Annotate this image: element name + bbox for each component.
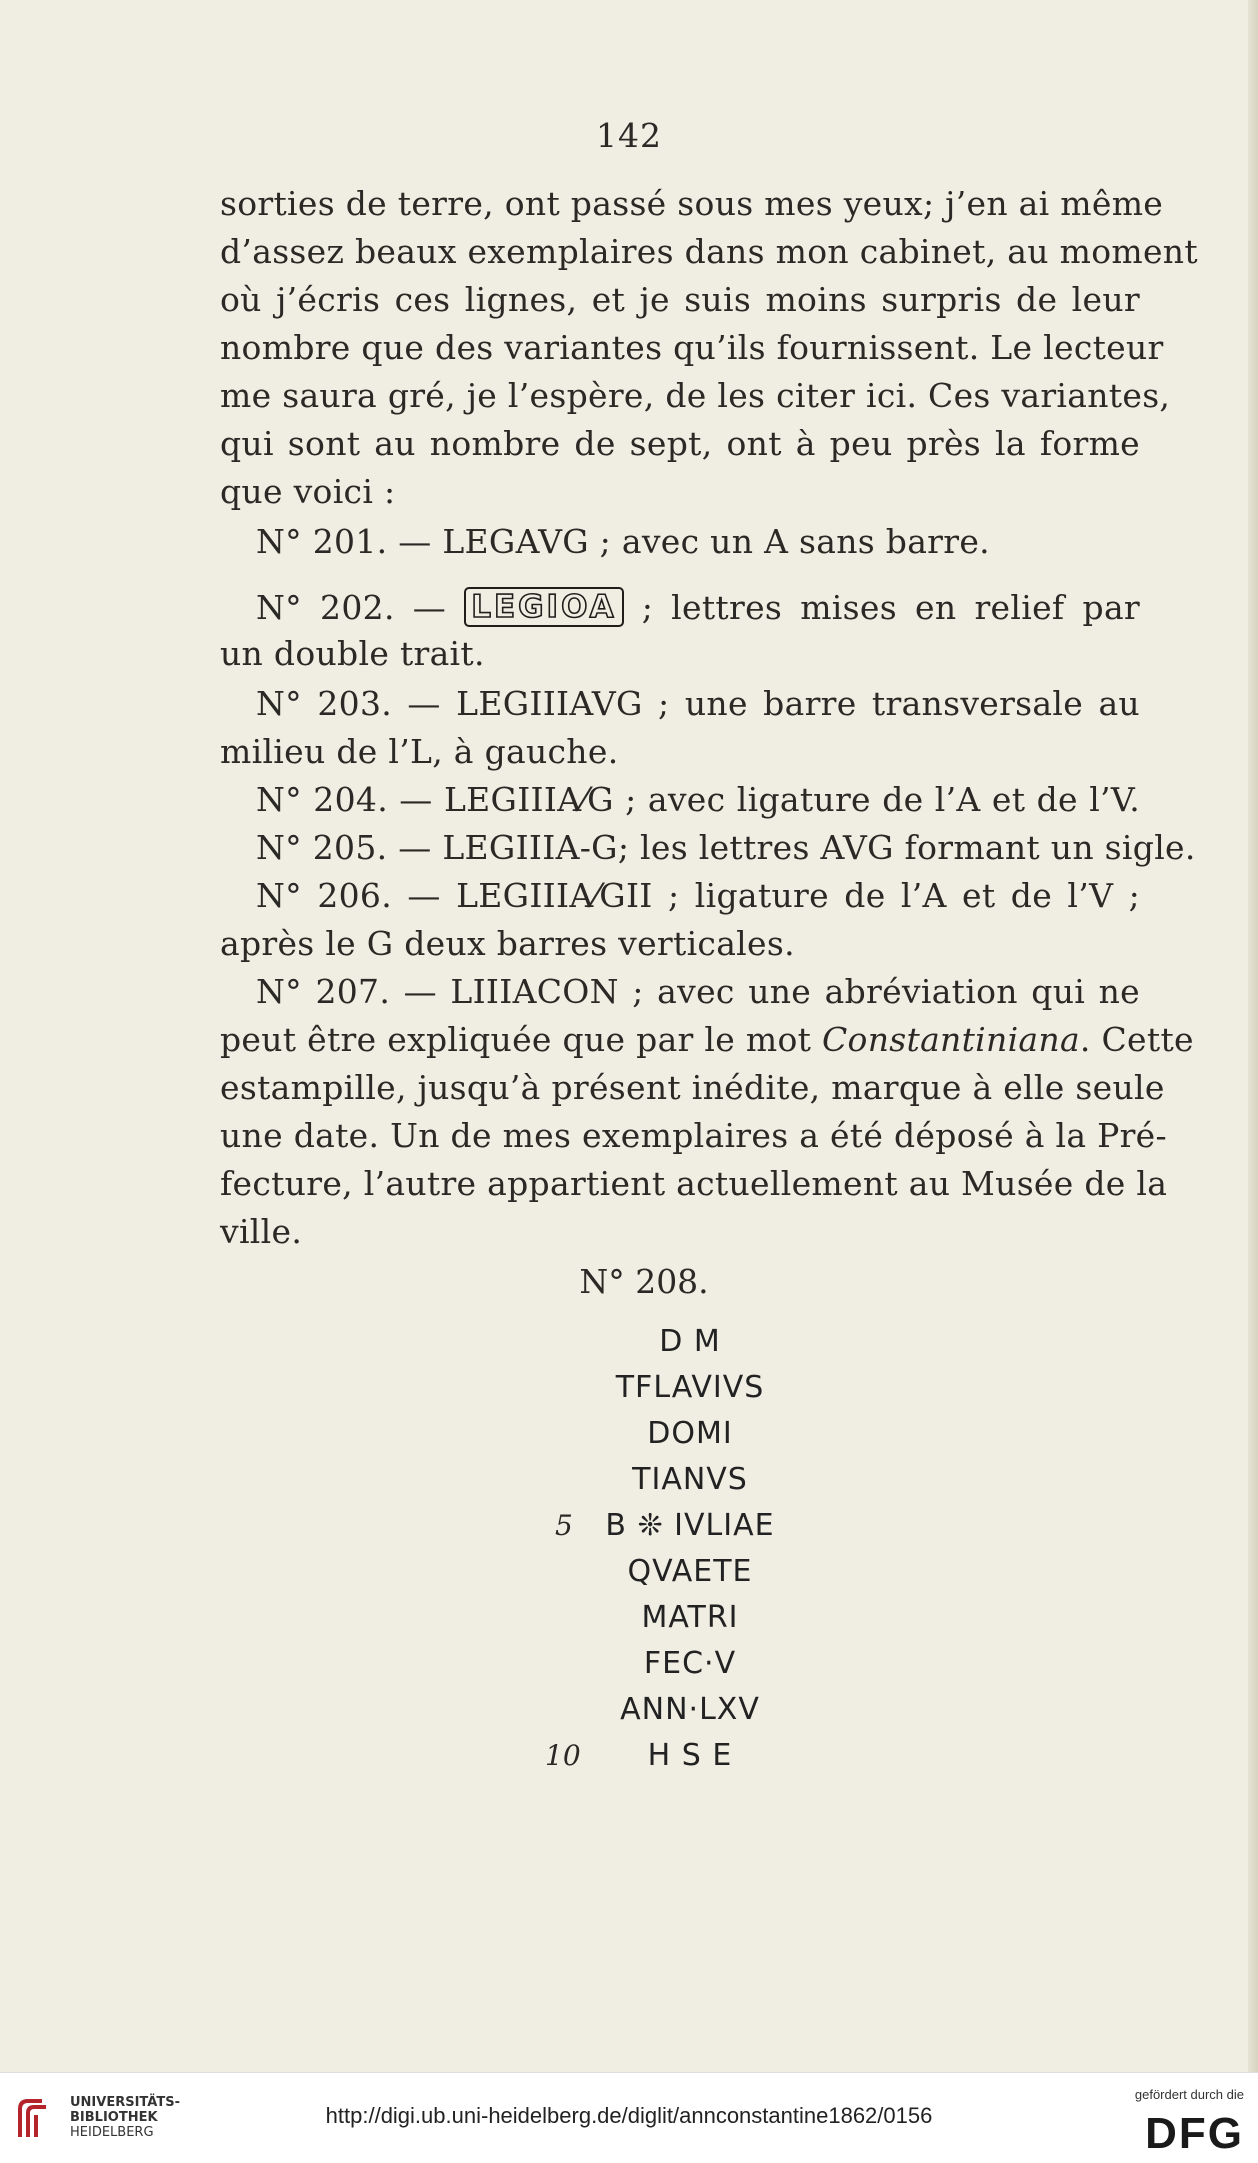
inscription-line: D M [659,1324,721,1359]
entry-202-prefix: N° 202. — [256,588,447,627]
inscription-line: MATRI [641,1600,739,1635]
entry-207-cont: fecture, l’autre appartient actuellement au Musée de la [220,1164,1168,1203]
entry-202-suffix: ; lettres mises en relief par [641,588,1140,627]
inscription-line: DOMI [647,1416,733,1451]
text-line: que voici : [220,472,396,511]
entry-207-cont [220,1016,1194,1064]
inscription-line: ANN·LXV [620,1692,760,1727]
inscription-line: B ❊ IVLIAE [605,1508,775,1543]
inscription-line: TIANVS [632,1462,748,1497]
entry-206: N° 206. — LEGIIIA⁄GII ; ligature de l’A et de l’V ; [256,876,1140,915]
entry-202-cont: un double trait. [220,634,485,673]
inscription-line: H S E [647,1738,733,1773]
entry-207-cont: une date. Un de mes exemplaires a été déposé à la Pré- [220,1116,1167,1155]
footer-bar [0,2072,1258,2163]
constantiniana-italic: Constantiniana [822,1020,1080,1059]
inscription-line-number: 5 [555,1509,573,1542]
library-name: UNIVERSITÄTS- BIBLIOTHEK HEIDELBERG [70,2095,180,2140]
entry-203-cont: milieu de l’L, à gauche. [220,732,619,771]
entry-207-cont-post: . Cette [1079,1020,1194,1059]
dfg-logo: DFG [1145,2109,1244,2158]
entry-207-cont-pre: peut être expliquée que par le mot [220,1020,812,1059]
entry-202 [256,584,1140,632]
entry-206-cont: après le G deux barres verticales. [220,924,795,963]
entry-201: N° 201. — LEGAVG ; avec un A sans barre. [256,522,990,561]
inscription-line-number: 10 [545,1739,581,1772]
text-line: où j’écris ces lignes, et je suis moins surpris de leur [220,280,1140,319]
funding-note: gefördert durch die [1134,2087,1244,2102]
legioa-stamp: LEGIOA [464,587,623,627]
entry-204: N° 204. — LEGIIIA⁄G ; avec ligature de l’A et de l’V. [256,780,1140,819]
entry-205: N° 205. — LEGIIIA-G; les lettres AVG formant un sigle. [256,828,1196,867]
text-line: nombre que des variantes qu’ils fournissent. Le lecteur [220,328,1164,367]
text-line: qui sont au nombre de sept, ont à peu près la forme [220,424,1140,463]
inscription-line: TFLAVIVS [615,1370,765,1405]
permalink-url[interactable]: http://digi.ub.uni-heidelberg.de/diglit/annconstantine1862/0156 [325,2103,933,2128]
page-number: 142 [596,116,662,155]
inscription-line: FEC·V [643,1646,737,1681]
inscription-heading: N° 208. [579,1262,709,1301]
text-line: sorties de terre, ont passé sous mes yeux; j’en ai même [220,184,1164,223]
entry-207-cont: estampille, jusqu’à présent inédite, marque à elle seule [220,1068,1165,1107]
text-line: d’assez beaux exemplaires dans mon cabinet, au moment [220,232,1198,271]
inscription-line: QVAETE [627,1554,753,1589]
text-line: me saura gré, je l’espère, de les citer ici. Ces variantes, [220,376,1171,415]
entry-207-cont: ville. [220,1212,303,1251]
entry-207: N° 207. — LIIIACON ; avec une abréviation qui ne [256,972,1140,1011]
page-edge [1248,0,1258,2072]
entry-203: N° 203. — LEGIIIAVG ; une barre transversale au [256,684,1140,723]
